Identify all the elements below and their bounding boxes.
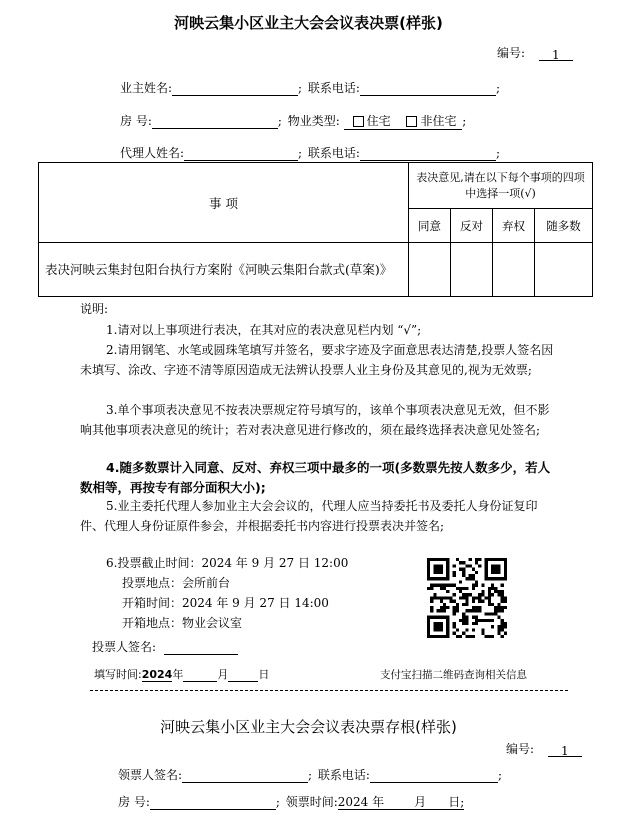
voter-sign-row — [92, 638, 238, 655]
separator: ; — [495, 81, 501, 95]
number-label: 编号: — [497, 46, 526, 60]
separator: ; — [462, 114, 467, 128]
cell-abstain[interactable] — [493, 243, 535, 297]
contact-field[interactable] — [360, 83, 496, 96]
residential-label: 住宅 — [366, 114, 391, 128]
note-2: 2.请用钢笔、水笔或圆珠笔填写并签名，要求字迹及字面意思表达清楚,投票人签名因未填写、涂改、字迹不清等原因造成无法辨认投票人业主身份及其意见的,视为无效票; — [80, 343, 554, 377]
qr-code-icon[interactable] — [427, 558, 507, 638]
contact-label: 联系电话: — [307, 81, 360, 95]
receiver-sign-label: 领票人签名: — [118, 768, 183, 782]
qr-caption: 支付宝扫描二维码查询相关信息 — [380, 669, 527, 681]
stub-room-row — [118, 793, 464, 810]
fill-time-row — [94, 666, 269, 682]
stub-receiver-row — [118, 766, 502, 783]
opinion-header: 表决意见,请在以下每个事项的四项中选择一项(√) — [409, 163, 593, 209]
non-residential-label: 非住宅 — [420, 114, 457, 128]
cell-oppose[interactable] — [451, 243, 493, 297]
note-1: 1.请对以上事项进行表决，在其对应的表决意见栏内划 “√”; — [106, 323, 422, 337]
cell-agree[interactable] — [409, 243, 451, 297]
separator: ; — [277, 114, 282, 128]
room-row — [120, 112, 466, 129]
month-unit: 月 — [217, 668, 229, 681]
fill-month-field[interactable] — [183, 670, 217, 682]
separator: ; — [495, 146, 501, 160]
owner-name-row — [120, 79, 500, 96]
matter-header: 事 项 — [39, 163, 409, 243]
owner-name-label: 业主姓名: — [120, 81, 173, 95]
day-unit: 日 — [258, 668, 270, 681]
stub-contact-field[interactable] — [370, 770, 498, 783]
stub-room-field[interactable] — [150, 797, 276, 810]
receive-year-unit: 年 — [372, 795, 385, 809]
ballot-title: 河映云集小区业主大会会议表决票(样张) — [174, 14, 443, 32]
residential-checkbox[interactable] — [353, 116, 364, 127]
property-type-label: 物业类型: — [287, 114, 340, 128]
stub-title: 河映云集小区业主大会会议表决票存根(样张) — [160, 718, 457, 736]
room-label: 房 号: — [120, 114, 152, 128]
fill-year[interactable]: 2024 — [141, 668, 173, 681]
note-4: 4.随多数票计入同意、反对、弃权三项中最多的一项(多数票先按人数多少，若人数相等，再按专有部分面积大小); — [80, 460, 551, 495]
stub-room-label: 房 号: — [118, 795, 150, 809]
stub-number-value[interactable]: 1 — [548, 744, 582, 757]
separator: ; — [275, 795, 280, 809]
note-5: 5.业主委托代理人参加业主大会会议的，代理人应当持委托书及委托人身份证复印件、代理人身份证原件参会，并根据委托书内容进行投票表决并签名; — [80, 499, 538, 533]
cell-follow-majority[interactable] — [535, 243, 593, 297]
receive-year: 2024 — [337, 795, 369, 809]
matter-text: 表决河映云集封包阳台执行方案附《河映云集阳台款式(草案)》 — [39, 243, 409, 297]
fill-day-field[interactable] — [228, 670, 258, 682]
agent-contact-field[interactable] — [360, 148, 496, 161]
separator: ; — [298, 81, 303, 95]
voter-sign-label: 投票人签名: — [92, 640, 157, 654]
receive-time-label: 领票时间: — [285, 795, 338, 809]
fill-time-label: 填写时间: — [94, 668, 142, 681]
separator: ; — [298, 146, 303, 160]
vote-place: 投票地点：会所前台 — [122, 576, 231, 590]
stub-number-label: 编号: — [506, 742, 535, 756]
stub-contact-label: 联系电话: — [317, 768, 370, 782]
column-oppose: 反对 — [451, 209, 493, 243]
column-abstain: 弃权 — [493, 209, 535, 243]
room-field[interactable] — [152, 116, 278, 129]
receiver-sign-field[interactable] — [182, 770, 308, 783]
vote-table — [38, 162, 593, 297]
agent-contact-label: 联系电话: — [307, 146, 360, 160]
agent-name-label: 代理人姓名: — [120, 146, 185, 160]
voter-sign-field[interactable] — [164, 642, 238, 655]
separator: ; — [497, 768, 503, 782]
vote-deadline: 6.投票截止时间：2024 年 9 月 27 日 12:00 — [106, 556, 349, 570]
receive-day-unit: 日; — [448, 795, 465, 809]
separator: ; — [308, 768, 313, 782]
cut-line — [90, 690, 568, 691]
column-agree: 同意 — [409, 209, 451, 243]
notes-heading: 说明: — [80, 302, 109, 316]
stub-number — [506, 740, 582, 757]
open-place: 开箱地点：物业会议室 — [122, 616, 243, 630]
open-time: 开箱时间：2024 年 9 月 27 日 14:00 — [122, 596, 329, 610]
non-residential-checkbox[interactable] — [406, 116, 417, 127]
receive-month-unit: 月 — [414, 795, 427, 809]
agent-name-row — [120, 144, 500, 161]
column-follow-majority: 随多数 — [535, 209, 593, 243]
receive-date-field[interactable] — [338, 795, 464, 810]
owner-name-field[interactable] — [172, 83, 298, 96]
property-type-options — [344, 114, 463, 130]
agent-name-field[interactable] — [184, 148, 298, 161]
number-value[interactable]: 1 — [539, 48, 573, 61]
note-3: 3.单个事项表决意见不按表决票规定符号填写的，该单个事项表决意见无效，但不影响其他事项表决意见的统计；若对表决意见进行修改的，须在最终选择表决意见处签名; — [80, 403, 550, 437]
ballot-number — [497, 44, 573, 61]
year-unit: 年 — [172, 668, 184, 681]
